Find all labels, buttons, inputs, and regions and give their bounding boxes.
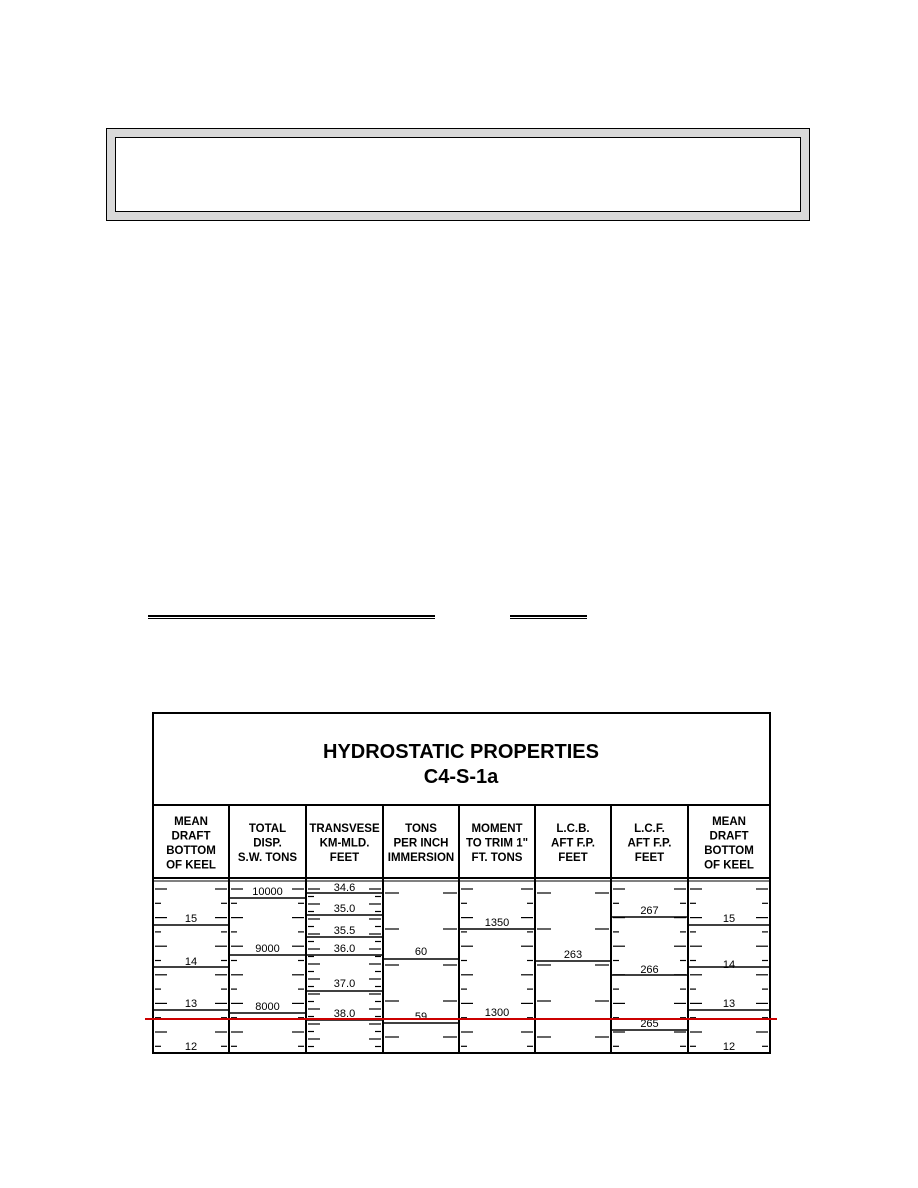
header-lcf-line: FEET xyxy=(634,852,665,864)
scale-draft_left xyxy=(154,889,228,1053)
scale-label: 1300 xyxy=(484,1007,510,1019)
scale-lcb xyxy=(536,893,610,1037)
header-draft_left-line: OF KEEL xyxy=(166,859,216,872)
column-dividers xyxy=(229,805,688,1053)
scale-tpi xyxy=(384,893,458,1037)
scale-label: 59 xyxy=(414,1011,428,1023)
scale-km xyxy=(307,882,382,1047)
scale-label: 14 xyxy=(722,959,736,971)
header-draft_left-line: BOTTOM xyxy=(166,845,216,857)
scale-label: 15 xyxy=(722,913,736,925)
scale-label: 15 xyxy=(184,913,198,925)
table-frame xyxy=(153,713,770,1053)
header-disp-line: S.W. TONS xyxy=(237,852,298,864)
scale-label: 13 xyxy=(722,998,736,1010)
header-tpi-line: IMMERSION xyxy=(387,852,455,864)
header-lcb-line: L.C.B. xyxy=(556,823,590,835)
header-mt1-line: TO TRIM 1" xyxy=(465,837,529,850)
scale-label: 38.0 xyxy=(333,1008,356,1020)
scale-draft_right xyxy=(689,889,769,1053)
header-disp-line: TOTAL xyxy=(248,823,287,835)
scale-label: 267 xyxy=(640,905,659,917)
scale-label: 10000 xyxy=(252,886,283,898)
table-title: HYDROSTATIC PROPERTIES xyxy=(323,741,599,763)
header-mt1-line: FT. TONS xyxy=(471,852,523,864)
scale-label: 35.5 xyxy=(333,925,356,937)
scale-label: 8000 xyxy=(255,1001,280,1013)
header-draft_right-line: OF KEEL xyxy=(704,859,754,872)
header-km-line: FEET xyxy=(329,852,360,864)
header-draft_left-line: DRAFT xyxy=(171,830,211,843)
header-lcb-line: AFT F.P. xyxy=(551,837,595,850)
header-lcf-line: AFT F.P. xyxy=(627,837,672,850)
scale-label: 1350 xyxy=(484,917,510,929)
header-draft_right-line: MEAN xyxy=(712,816,746,828)
scale-label: 37.0 xyxy=(333,978,356,990)
scale-label: 35.0 xyxy=(333,903,356,915)
scale-label: 266 xyxy=(640,964,659,976)
header-draft_right-line: BOTTOM xyxy=(704,845,754,857)
scale-label: 265 xyxy=(640,1018,659,1030)
header-disp-line: DISP. xyxy=(253,837,282,850)
scale-label: 34.6 xyxy=(333,882,356,894)
header-draft_left-line: MEAN xyxy=(174,816,208,828)
scale-lcf xyxy=(612,889,687,1046)
header-lcf-line: L.C.F. xyxy=(634,823,665,835)
scale-label: 36.0 xyxy=(333,943,356,955)
scale-mt1 xyxy=(460,889,534,1046)
scale-label: 13 xyxy=(184,998,198,1010)
header-km-line: KM-MLD. xyxy=(319,837,370,850)
header-km-line: TRANSVESE xyxy=(309,823,380,835)
scale-disp xyxy=(230,886,305,1046)
scale-label: 12 xyxy=(184,1041,198,1053)
scale-label: 60 xyxy=(414,946,428,958)
table-subtitle: C4-S-1a xyxy=(423,766,499,788)
scale-label: 263 xyxy=(563,949,583,961)
header-lcb-line: FEET xyxy=(558,852,588,864)
scale-label: 9000 xyxy=(255,943,280,955)
header-tpi-line: TONS xyxy=(405,823,437,835)
scale-label: 14 xyxy=(184,956,198,968)
header-tpi-line: PER INCH xyxy=(393,837,449,850)
header-mt1-line: MOMENT xyxy=(471,823,523,835)
header-draft_right-line: DRAFT xyxy=(709,830,749,843)
column-scales xyxy=(154,882,769,1053)
scale-label: 12 xyxy=(722,1041,736,1053)
